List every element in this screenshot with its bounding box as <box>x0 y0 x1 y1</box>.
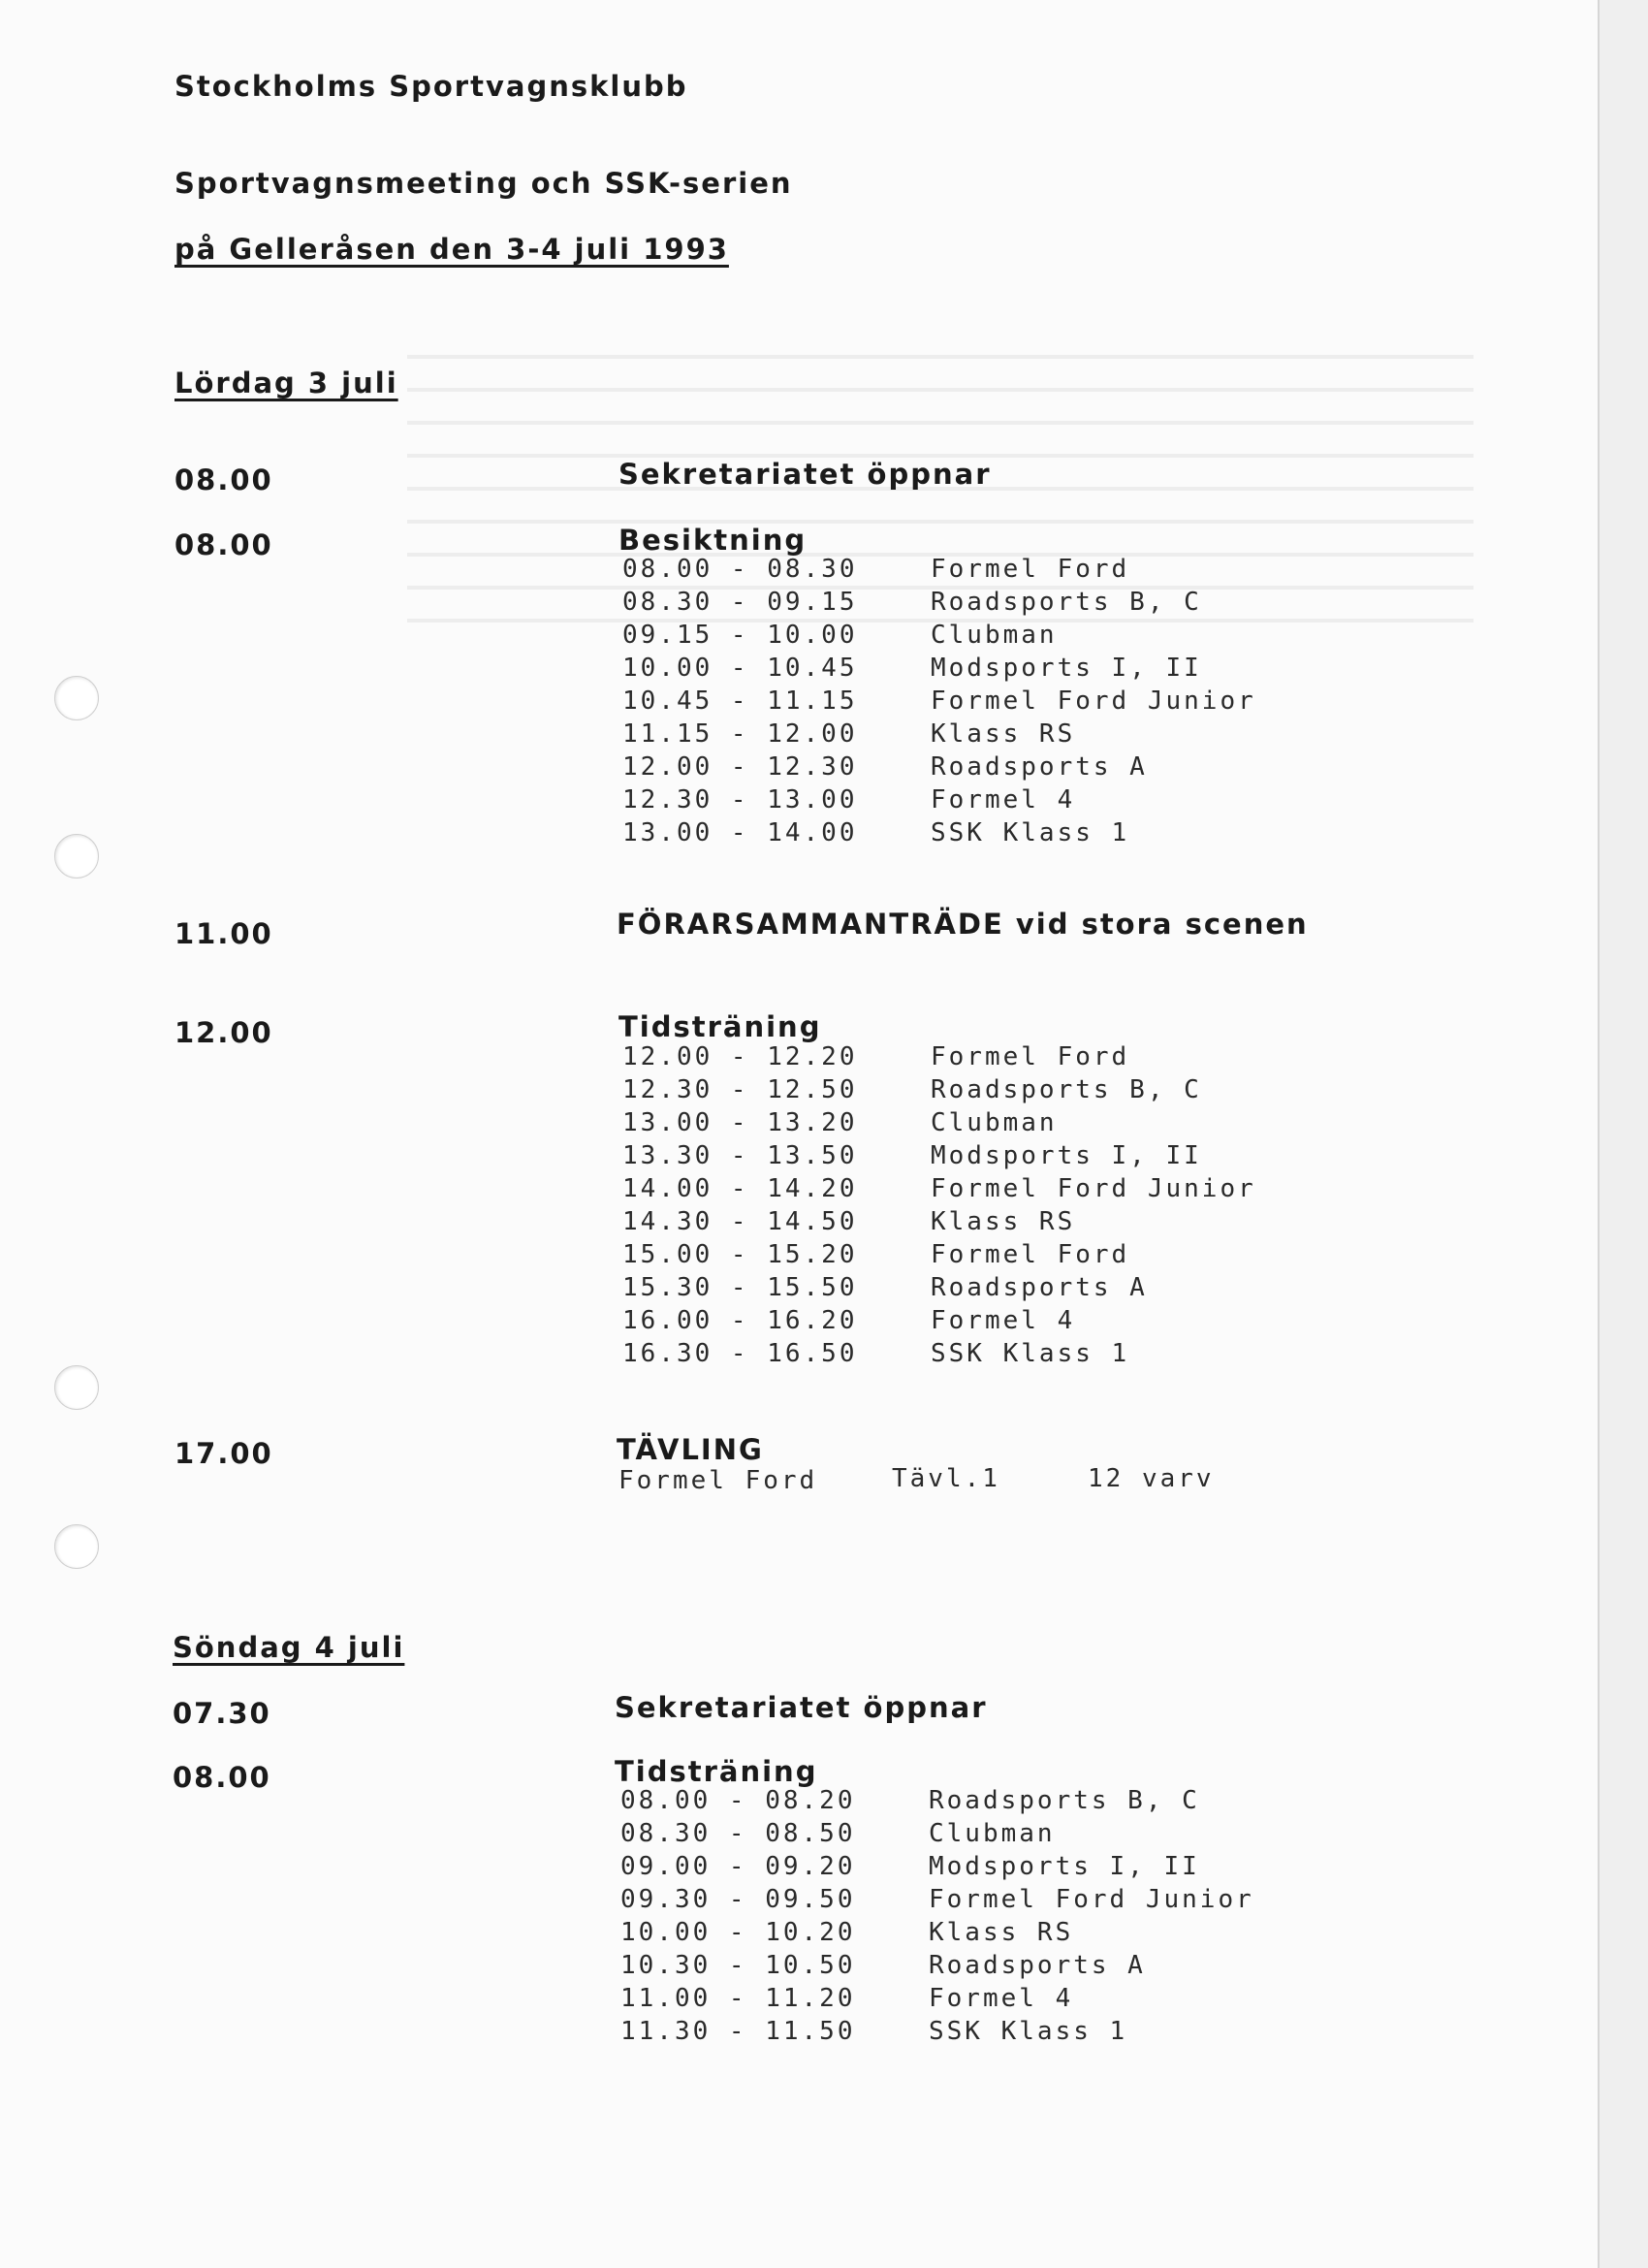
race-label: TÄVLING <box>617 1433 764 1466</box>
inspection-slot-time: 10.00 - 10.45 <box>622 654 858 683</box>
inspection-slot-class: Formel Ford Junior <box>931 687 1256 716</box>
inspection-slot-time: 08.00 - 08.30 <box>622 555 858 584</box>
practice-slot-class: Formel 4 <box>929 1984 1074 2013</box>
punch-hole <box>54 1524 99 1569</box>
practice-slot-time: 11.30 - 11.50 <box>620 2017 856 2046</box>
inspection-slot-time: 11.15 - 12.00 <box>622 719 858 749</box>
practice-slot-time: 13.00 - 13.20 <box>622 1108 858 1137</box>
practice-slot-time: 08.30 - 08.50 <box>620 1819 856 1848</box>
punch-hole <box>54 676 99 720</box>
practice-slot-class: Formel Ford Junior <box>931 1174 1256 1203</box>
inspection-slot-time: 12.00 - 12.30 <box>622 752 858 782</box>
practice-slot-time: 10.30 - 10.50 <box>620 1951 856 1980</box>
inspection-slot-class: SSK Klass 1 <box>931 818 1130 847</box>
race-heat: Tävl.1 <box>892 1464 1000 1493</box>
inspection-slot-class: Formel Ford <box>931 555 1130 584</box>
practice-slot-time: 15.00 - 15.20 <box>622 1240 858 1269</box>
race-time: 17.00 <box>174 1437 273 1470</box>
event-title: Sportvagnsmeeting och SSK-serien <box>174 167 793 200</box>
inspection-slot-class: Roadsports B, C <box>931 588 1202 617</box>
sunday-secretariat-time: 07.30 <box>173 1697 271 1730</box>
practice-slot-time: 09.30 - 09.50 <box>620 1885 856 1914</box>
sunday-practice-label: Tidsträning <box>615 1755 818 1788</box>
punch-hole <box>54 834 99 878</box>
practice-slot-class: Roadsports A <box>929 1951 1146 1980</box>
inspection-slot-time: 12.30 - 13.00 <box>622 785 858 815</box>
practice-slot-class: Klass RS <box>931 1207 1076 1236</box>
inspection-slot-class: Formel 4 <box>931 785 1076 815</box>
saturday-secretariat-time: 08.00 <box>174 463 273 496</box>
inspection-slot-class: Modsports I, II <box>931 654 1202 683</box>
saturday-practice-time: 12.00 <box>174 1016 273 1049</box>
practice-slot-class: SSK Klass 1 <box>931 1339 1130 1368</box>
drivers-meeting-time: 11.00 <box>174 917 273 950</box>
inspection-slot-time: 13.00 - 14.00 <box>622 818 858 847</box>
practice-slot-class: Roadsports B, C <box>929 1786 1200 1815</box>
drivers-meeting-label: FÖRARSAMMANTRÄDE vid stora scenen <box>617 908 1309 941</box>
club-name: Stockholms Sportvagnsklubb <box>174 70 688 103</box>
practice-slot-time: 16.00 - 16.20 <box>622 1306 858 1335</box>
practice-slot-time: 12.30 - 12.50 <box>622 1075 858 1104</box>
inspection-slot-time: 08.30 - 09.15 <box>622 588 858 617</box>
practice-slot-class: Roadsports B, C <box>931 1075 1202 1104</box>
inspection-slot-class: Clubman <box>931 621 1058 650</box>
practice-slot-class: Formel Ford <box>931 1042 1130 1071</box>
saturday-practice-label: Tidsträning <box>618 1010 822 1043</box>
punch-hole <box>54 1365 99 1410</box>
practice-slot-time: 14.30 - 14.50 <box>622 1207 858 1236</box>
practice-slot-class: Klass RS <box>929 1918 1074 1947</box>
practice-slot-time: 11.00 - 11.20 <box>620 1984 856 2013</box>
practice-slot-time: 10.00 - 10.20 <box>620 1918 856 1947</box>
sunday-secretariat-label: Sekretariatet öppnar <box>615 1691 988 1724</box>
race-laps: 12 varv <box>1088 1464 1215 1493</box>
inspection-time: 08.00 <box>174 528 273 561</box>
practice-slot-class: Formel Ford <box>931 1240 1130 1269</box>
practice-slot-class: Modsports I, II <box>931 1141 1202 1170</box>
practice-slot-time: 14.00 - 14.20 <box>622 1174 858 1203</box>
practice-slot-class: Modsports I, II <box>929 1852 1200 1881</box>
practice-slot-time: 09.00 - 09.20 <box>620 1852 856 1881</box>
saturday-heading: Lördag 3 juli <box>174 367 398 399</box>
inspection-label: Besiktning <box>618 524 808 557</box>
inspection-slot-time: 10.45 - 11.15 <box>622 687 858 716</box>
practice-slot-class: Roadsports A <box>931 1273 1148 1302</box>
inspection-slot-class: Roadsports A <box>931 752 1148 782</box>
practice-slot-time: 13.30 - 13.50 <box>622 1141 858 1170</box>
practice-slot-class: Clubman <box>931 1108 1058 1137</box>
sunday-heading: Söndag 4 juli <box>173 1631 405 1664</box>
practice-slot-time: 15.30 - 15.50 <box>622 1273 858 1302</box>
practice-slot-class: Formel Ford Junior <box>929 1885 1254 1914</box>
practice-slot-class: Clubman <box>929 1819 1056 1848</box>
saturday-secretariat-label: Sekretariatet öppnar <box>618 458 992 491</box>
event-venue-date: på Gelleråsen den 3-4 juli 1993 <box>174 233 729 266</box>
inspection-slot-class: Klass RS <box>931 719 1076 749</box>
inspection-slot-time: 09.15 - 10.00 <box>622 621 858 650</box>
practice-slot-class: Formel 4 <box>931 1306 1076 1335</box>
sunday-practice-time: 08.00 <box>173 1761 271 1794</box>
practice-slot-time: 12.00 - 12.20 <box>622 1042 858 1071</box>
practice-slot-time: 08.00 - 08.20 <box>620 1786 856 1815</box>
practice-slot-class: SSK Klass 1 <box>929 2017 1128 2046</box>
race-class: Formel Ford <box>618 1466 818 1495</box>
practice-slot-time: 16.30 - 16.50 <box>622 1339 858 1368</box>
